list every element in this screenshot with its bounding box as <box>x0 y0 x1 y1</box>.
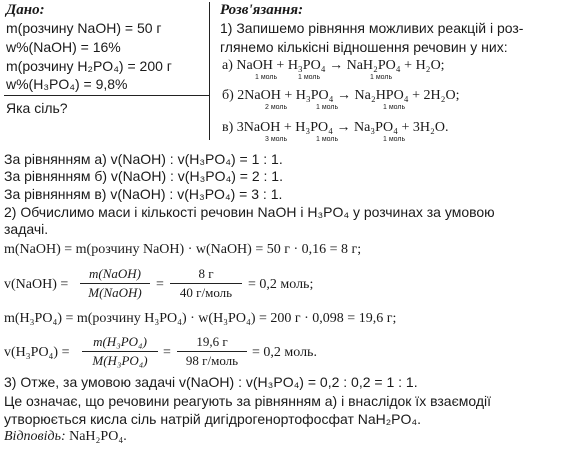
solution-title: Розв'язання: <box>220 2 304 18</box>
v-h3po4-fraction-values <box>177 334 247 369</box>
given-line-2: w%(NaOH) = 16% <box>6 39 121 55</box>
answer-value: NaH₂PO₄. <box>69 429 127 444</box>
given-vertical-rule <box>209 2 210 140</box>
v-naoh-lhs: v(NaOH) = <box>4 277 69 292</box>
v-naoh-result: = 0,2 моль; <box>248 277 314 292</box>
mass-naoh: m(NaOH) = m(розчину NaOH) · w(NaOH) = 50 г · 0,16 = 8 г; <box>4 242 362 257</box>
fraction-bar <box>177 351 247 352</box>
reaction-c-mol-naoh: 3 моль <box>265 136 288 143</box>
v-naoh-fraction-values <box>170 266 242 301</box>
v-naoh-numerator-value: 8 г <box>198 266 214 281</box>
v-h3po4-fraction <box>82 334 158 369</box>
given-line-3: m(розчину H₂PO₄) = 200 г <box>6 58 172 74</box>
step2-line-2: задачі. <box>4 221 49 237</box>
reaction-b: б) 2NaOH + H₃PO₄ → Na₂HPO₄ + 2H₂O; <box>222 88 460 103</box>
step3-line-1: 3) Отже, за умовою задачі v(NaOH) : v(H₃PO₄) = 0,2 : 0,2 = 1 : 1. <box>4 374 418 390</box>
answer-line <box>4 429 127 445</box>
reaction-b-mol-salt: 1 моль <box>383 104 406 111</box>
reaction-a-mol-naoh: 1 моль <box>255 74 278 81</box>
mass-h3po4: m(H₃PO₄) = m(розчину H₃PO₄) · w(H₃PO₄) = 200 г · 0,098 = 19,6 г; <box>4 311 397 326</box>
v-naoh-numerator: m(NaOH) <box>89 266 141 281</box>
fraction-bar <box>80 283 150 284</box>
fraction-bar <box>170 283 242 284</box>
v-naoh-eq: = <box>156 277 164 292</box>
reaction-a: а) NaOH + H₃PO₄ → NaH₂PO₄ + H₂O; <box>222 58 445 73</box>
fraction-bar <box>82 351 158 352</box>
v-h3po4-denominator: M(H₃PO₄) <box>92 353 148 368</box>
v-h3po4-numerator-value: 19,6 г <box>196 334 228 349</box>
v-naoh-denominator-value: 40 г/моль <box>179 285 233 300</box>
reaction-c: в) 3NaOH + H₃PO₄ → Na₃PO₄ + 3H₂O. <box>222 120 449 135</box>
given-divider <box>4 95 210 96</box>
step2-line-1: 2) Обчислимо маси і кількості речовин NaOH і H₃PO₄ у розчинах за умовою <box>4 204 495 220</box>
reaction-a-mol-h3po4: 1 моль <box>298 74 321 81</box>
given-title: Дано: <box>6 2 45 18</box>
given-line-1: m(розчину NaOH) = 50 г <box>6 20 162 36</box>
v-h3po4-result: = 0,2 моль. <box>252 345 317 360</box>
reaction-a-mol-salt: 1 моль <box>370 74 393 81</box>
given-line-4: w%(H₃PO₄) = 9,8% <box>6 76 128 92</box>
step3-line-3: утворюється кисла сіль натрій дигідрогенортофосфат NaH₂PO₄. <box>4 411 422 427</box>
reaction-b-mol-h3po4: 1 моль <box>316 104 339 111</box>
ratio-c: За рівнянням в) v(NaOH) : v(H₃PO₄) = 3 : 1. <box>4 186 283 202</box>
reaction-b-mol-naoh: 2 моль <box>265 104 288 111</box>
answer-label: Відповідь: <box>4 429 66 444</box>
v-naoh-denominator: M(NaOH) <box>88 285 142 300</box>
given-question: Яка сіль? <box>6 100 68 116</box>
reaction-c-mol-salt: 1 моль <box>383 136 406 143</box>
v-naoh-fraction <box>80 266 150 301</box>
solution-intro-1: 1) Запишемо рівняння можливих реакцій і роз- <box>220 20 524 36</box>
step3-line-2: Це означає, що речовини реагують за рівнянням а) і внаслідок їх взаємодії <box>4 393 491 409</box>
v-h3po4-numerator: m(H₃PO₄) <box>93 334 147 349</box>
v-h3po4-eq: = <box>163 345 171 360</box>
v-h3po4-lhs: v(H₃PO₄) = <box>4 345 70 360</box>
reaction-c-mol-h3po4: 1 моль <box>316 136 339 143</box>
ratio-a: За рівнянням а) v(NaOH) : v(H₃PO₄) = 1 : 1. <box>4 151 283 167</box>
v-h3po4-denominator-value: 98 г/моль <box>185 353 239 368</box>
solution-intro-2: глянемо кількісні відношення речовин у них: <box>220 39 508 55</box>
ratio-b: За рівнянням б) v(NaOH) : v(H₃PO₄) = 2 : 1. <box>4 168 283 184</box>
